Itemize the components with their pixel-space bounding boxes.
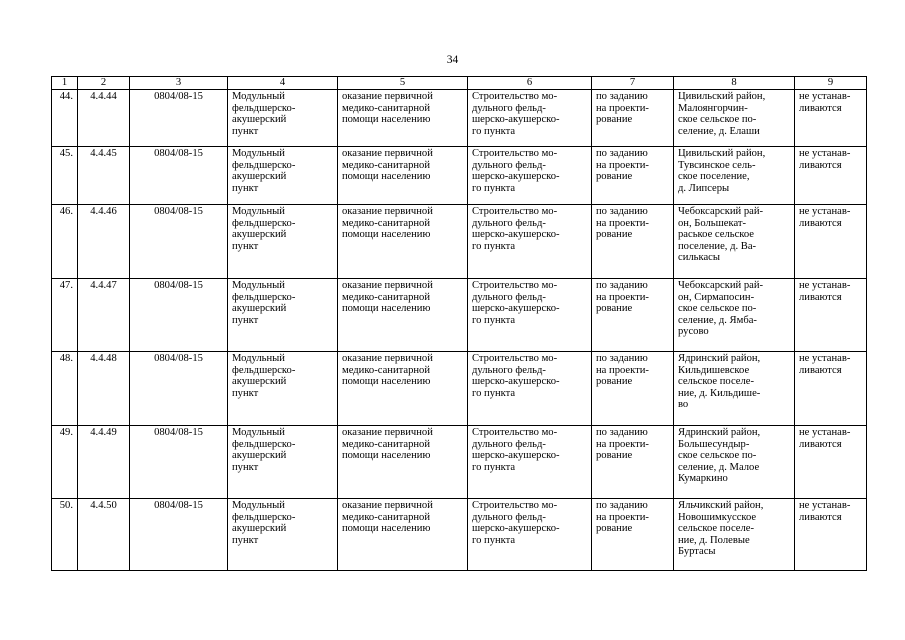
basis-cell (592, 499, 674, 571)
cell-line: сельское поселе- (678, 523, 755, 535)
cell-line: шерско-акушерско- (472, 376, 560, 388)
cell-line: по заданию (596, 91, 648, 102)
cell-line: ское сельское по- (678, 303, 757, 315)
document-number-cell: 0804/08-15 (130, 147, 228, 205)
cell-line: на проекти- (596, 511, 649, 523)
cell-line: го пункта (472, 534, 516, 546)
cell-line: пункт (232, 240, 259, 252)
cell-line: Строительство мо- (472, 427, 558, 438)
cell-line: пункт (232, 387, 259, 399)
work-type-cell (468, 499, 592, 571)
cell-line: Модульный (232, 148, 285, 159)
cell-line: помощи населению (342, 114, 431, 126)
cell-line: ние, д. Кильдише- (678, 387, 761, 399)
page-number: 34 (446, 54, 459, 66)
column-header: 3 (130, 77, 228, 90)
row-number-cell: 49. (52, 426, 78, 499)
zones-cell (795, 499, 867, 571)
cell-line: го пункта (472, 461, 516, 473)
cell-line: Большесундыр- (678, 438, 750, 450)
cell-line: рование (596, 523, 633, 535)
cell-line: ливаются (799, 364, 842, 376)
cell-line: д. Липсеры (678, 182, 730, 194)
purpose-cell (338, 147, 468, 205)
cell-line: Модульный (232, 91, 285, 102)
cell-line: селение, д. Елаши (678, 125, 760, 137)
cell-line: помощи населению (342, 171, 431, 183)
cell-line: по заданию (596, 353, 648, 364)
cell-line: помощи населению (342, 376, 431, 388)
cell-line: Строительство мо- (472, 91, 558, 102)
cell-line: медико-санитарной (342, 291, 431, 303)
cell-line: Малоянгорчин- (678, 102, 748, 114)
cell-line: на проекти- (596, 364, 649, 376)
zones-cell (795, 147, 867, 205)
cell-line: помощи населению (342, 523, 431, 535)
cell-line: рование (596, 450, 633, 462)
location-cell (674, 426, 795, 499)
row-number-cell: 48. (52, 352, 78, 426)
cell-line: дульного фельд- (472, 159, 546, 171)
cell-line: на проекти- (596, 217, 649, 229)
document-number-cell: 0804/08-15 (130, 426, 228, 499)
purpose-cell (338, 279, 468, 352)
cell-line: во (678, 399, 689, 411)
item-code-cell: 4.4.44 (78, 90, 130, 147)
basis-cell (592, 90, 674, 147)
cell-line: на проекти- (596, 159, 649, 171)
cell-line: помощи населению (342, 303, 431, 315)
cell-line: не устанав- (799, 353, 851, 364)
cell-line: го пункта (472, 240, 516, 252)
row-number-cell: 44. (52, 90, 78, 147)
cell-line: по заданию (596, 148, 648, 159)
cell-line: ливаются (799, 159, 842, 171)
row-number-cell: 47. (52, 279, 78, 352)
cell-line: Строительство мо- (472, 148, 558, 159)
cell-line: по заданию (596, 500, 648, 511)
cell-line: пункт (232, 534, 259, 546)
column-number-row (52, 77, 867, 90)
cell-line: Модульный (232, 353, 285, 364)
cell-line: дульного фельд- (472, 217, 546, 229)
cell-line: сельское поселе- (678, 376, 755, 388)
zones-cell (795, 279, 867, 352)
cell-line: оказание первичной (342, 91, 433, 102)
cell-line: оказание первичной (342, 148, 433, 159)
cell-line: акушерский (232, 376, 287, 388)
cell-line: рование (596, 376, 633, 388)
basis-cell (592, 279, 674, 352)
cell-line: поселение, д. Ва- (678, 240, 757, 252)
object-name-cell (228, 205, 338, 279)
document-number-cell: 0804/08-15 (130, 90, 228, 147)
cell-line: ливаются (799, 511, 842, 523)
column-header: 6 (468, 77, 592, 90)
cell-line: силькасы (678, 252, 720, 264)
cell-line: селение, д. Малое (678, 461, 760, 473)
cell-line: медико-санитарной (342, 102, 431, 114)
cell-line: Строительство мо- (472, 280, 558, 291)
column-header: 8 (674, 77, 795, 90)
cell-line: го пункта (472, 125, 516, 137)
cell-line: не устанав- (799, 500, 851, 511)
cell-line: дульного фельд- (472, 102, 546, 114)
cell-line: оказание первичной (342, 206, 433, 217)
work-type-cell (468, 205, 592, 279)
table-row (52, 352, 867, 426)
work-type-cell (468, 90, 592, 147)
object-name-cell (228, 90, 338, 147)
item-code-cell: 4.4.47 (78, 279, 130, 352)
column-header: 9 (795, 77, 867, 90)
cell-line: акушерский (232, 171, 287, 183)
cell-line: Строительство мо- (472, 353, 558, 364)
cell-line: шерско-акушерско- (472, 114, 560, 126)
cell-line: на проекти- (596, 102, 649, 114)
cell-line: дульного фельд- (472, 438, 546, 450)
location-cell (674, 352, 795, 426)
location-cell (674, 147, 795, 205)
cell-line: акушерский (232, 523, 287, 535)
cell-line: шерско-акушерско- (472, 523, 560, 535)
cell-line: Тувсинское сель- (678, 159, 756, 171)
purpose-cell (338, 205, 468, 279)
cell-line: Модульный (232, 427, 285, 438)
object-name-cell (228, 426, 338, 499)
purpose-cell (338, 499, 468, 571)
work-type-cell (468, 352, 592, 426)
cell-line: Цивильский район, (678, 91, 766, 102)
objects-table (51, 76, 867, 571)
row-number-cell: 50. (52, 499, 78, 571)
cell-line: медико-санитарной (342, 364, 431, 376)
cell-line: не устанав- (799, 91, 851, 102)
cell-line: медико-санитарной (342, 217, 431, 229)
table-row (52, 147, 867, 205)
cell-line: по заданию (596, 206, 648, 217)
cell-line: пункт (232, 461, 259, 473)
cell-line: русово (678, 326, 709, 338)
location-cell (674, 499, 795, 571)
cell-line: не устанав- (799, 148, 851, 159)
cell-line: дульного фельд- (472, 511, 546, 523)
zones-cell (795, 352, 867, 426)
table-body (52, 90, 867, 571)
cell-line: пункт (232, 314, 259, 326)
location-cell (674, 205, 795, 279)
cell-line: фельдшерско- (232, 364, 296, 376)
table-row (52, 205, 867, 279)
cell-line: ливаются (799, 291, 842, 303)
column-header: 1 (52, 77, 78, 90)
item-code-cell: 4.4.48 (78, 352, 130, 426)
object-name-cell (228, 352, 338, 426)
purpose-cell (338, 352, 468, 426)
cell-line: оказание первичной (342, 427, 433, 438)
cell-line: на проекти- (596, 291, 649, 303)
cell-line: Модульный (232, 206, 285, 217)
cell-line: акушерский (232, 229, 287, 241)
cell-line: рование (596, 171, 633, 183)
cell-line: Строительство мо- (472, 500, 558, 511)
item-code-cell: 4.4.46 (78, 205, 130, 279)
cell-line: Модульный (232, 280, 285, 291)
cell-line: Цивильский район, (678, 148, 766, 159)
row-number-cell: 46. (52, 205, 78, 279)
purpose-cell (338, 90, 468, 147)
cell-line: пункт (232, 125, 259, 137)
table-row (52, 426, 867, 499)
object-name-cell (228, 499, 338, 571)
cell-line: ние, д. Полевые (678, 534, 750, 546)
cell-line: Модульный (232, 500, 285, 511)
cell-line: Ядринский район, (678, 427, 761, 438)
cell-line: на проекти- (596, 438, 649, 450)
basis-cell (592, 426, 674, 499)
basis-cell (592, 205, 674, 279)
cell-line: ливаются (799, 102, 842, 114)
column-header: 2 (78, 77, 130, 90)
cell-line: раськое сельское (678, 229, 755, 241)
cell-line: шерско-акушерско- (472, 303, 560, 315)
cell-line: рование (596, 114, 633, 126)
document-number-cell: 0804/08-15 (130, 352, 228, 426)
object-name-cell (228, 147, 338, 205)
cell-line: го пункта (472, 387, 516, 399)
cell-line: шерско-акушерско- (472, 229, 560, 241)
cell-line: он, Сирмапосин- (678, 291, 755, 303)
cell-line: Строительство мо- (472, 206, 558, 217)
cell-line: не устанав- (799, 280, 851, 291)
column-header: 7 (592, 77, 674, 90)
cell-line: пункт (232, 182, 259, 194)
basis-cell (592, 352, 674, 426)
item-code-cell: 4.4.49 (78, 426, 130, 499)
cell-line: Новошимкусское (678, 511, 757, 523)
cell-line: акушерский (232, 303, 287, 315)
cell-line: ливаются (799, 438, 842, 450)
cell-line: оказание первичной (342, 500, 433, 511)
document-number-cell: 0804/08-15 (130, 499, 228, 571)
cell-line: Ядринский район, (678, 353, 761, 364)
work-type-cell (468, 426, 592, 499)
column-header: 4 (228, 77, 338, 90)
work-type-cell (468, 147, 592, 205)
cell-line: ское сельское по- (678, 114, 757, 126)
cell-line: Чебоксарский рай- (678, 280, 764, 291)
cell-line: ливаются (799, 217, 842, 229)
column-header: 5 (338, 77, 468, 90)
location-cell (674, 279, 795, 352)
cell-line: по заданию (596, 280, 648, 291)
table-row (52, 279, 867, 352)
purpose-cell (338, 426, 468, 499)
cell-line: медико-санитарной (342, 511, 431, 523)
zones-cell (795, 90, 867, 147)
cell-line: помощи населению (342, 450, 431, 462)
cell-line: шерско-акушерско- (472, 171, 560, 183)
basis-cell (592, 147, 674, 205)
cell-line: фельдшерско- (232, 438, 296, 450)
cell-line: рование (596, 229, 633, 241)
cell-line: не устанав- (799, 427, 851, 438)
location-cell (674, 90, 795, 147)
cell-line: фельдшерско- (232, 217, 296, 229)
cell-line: селение, д. Ямба- (678, 314, 757, 326)
cell-line: он, Большекат- (678, 217, 747, 229)
cell-line: Чебоксарский рай- (678, 206, 764, 217)
cell-line: го пункта (472, 182, 516, 194)
cell-line: акушерский (232, 450, 287, 462)
row-number-cell: 45. (52, 147, 78, 205)
cell-line: Буртасы (678, 546, 716, 558)
cell-line: фельдшерско- (232, 159, 296, 171)
table-row (52, 90, 867, 147)
cell-line: фельдшерско- (232, 291, 296, 303)
cell-line: ское сельское по- (678, 450, 757, 462)
cell-line: рование (596, 303, 633, 315)
document-number-cell: 0804/08-15 (130, 205, 228, 279)
cell-line: дульного фельд- (472, 291, 546, 303)
object-name-cell (228, 279, 338, 352)
cell-line: акушерский (232, 114, 287, 126)
cell-line: Яльчикский район, (678, 500, 764, 511)
cell-line: помощи населению (342, 229, 431, 241)
cell-line: Кильдишевское (678, 364, 750, 376)
zones-cell (795, 426, 867, 499)
cell-line: медико-санитарной (342, 159, 431, 171)
cell-line: го пункта (472, 314, 516, 326)
cell-line: не устанав- (799, 206, 851, 217)
cell-line: фельдшерско- (232, 511, 296, 523)
zones-cell (795, 205, 867, 279)
table-row (52, 499, 867, 571)
cell-line: Кумаркино (678, 473, 728, 485)
item-code-cell: 4.4.45 (78, 147, 130, 205)
cell-line: оказание первичной (342, 280, 433, 291)
cell-line: по заданию (596, 427, 648, 438)
cell-line: шерско-акушерско- (472, 450, 560, 462)
cell-line: медико-санитарной (342, 438, 431, 450)
cell-line: фельдшерско- (232, 102, 296, 114)
cell-line: оказание первичной (342, 353, 433, 364)
item-code-cell: 4.4.50 (78, 499, 130, 571)
document-number-cell: 0804/08-15 (130, 279, 228, 352)
work-type-cell (468, 279, 592, 352)
cell-line: дульного фельд- (472, 364, 546, 376)
cell-line: ское поселение, (678, 171, 750, 183)
